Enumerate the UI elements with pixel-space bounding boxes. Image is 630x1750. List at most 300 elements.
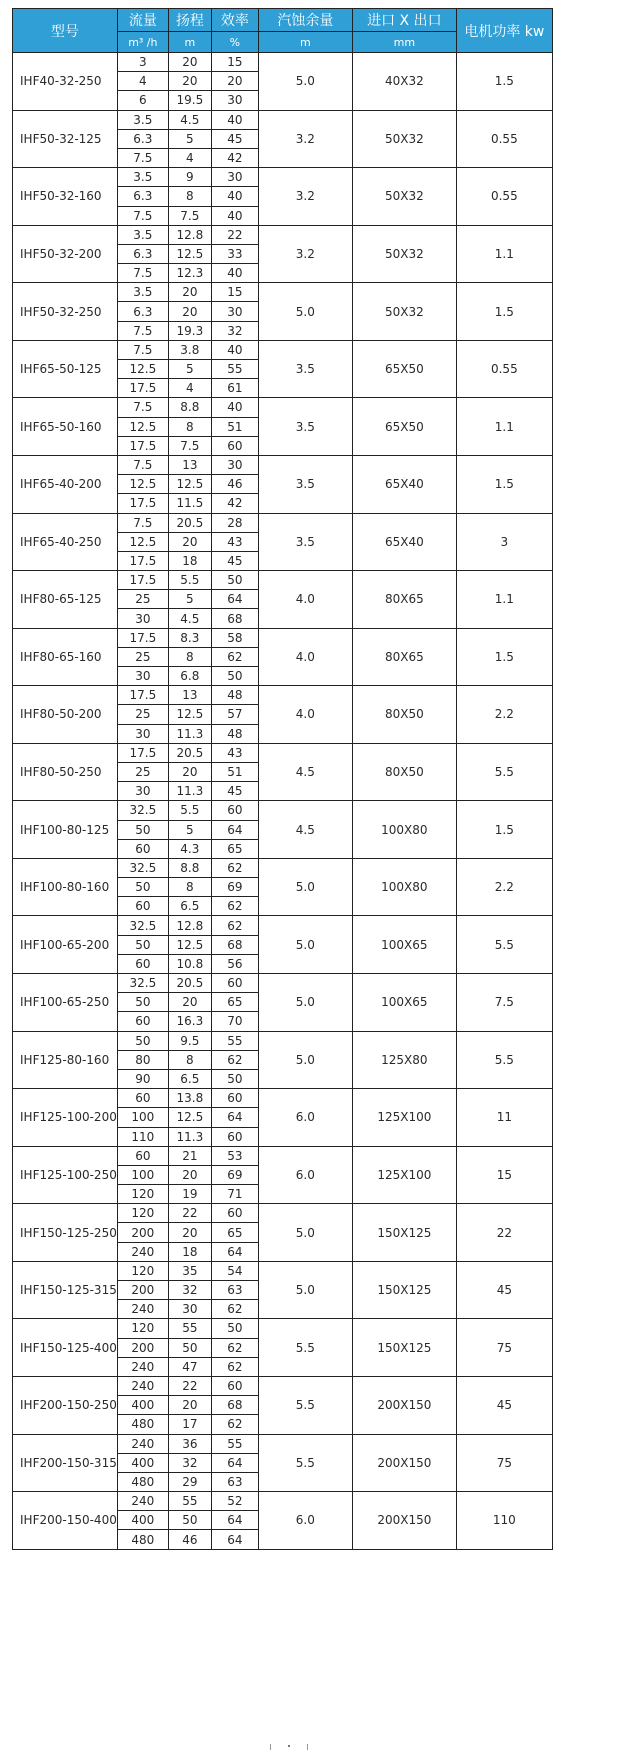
inlet-outlet-cell: 65X50 bbox=[352, 340, 456, 398]
efficiency-cell: 56 bbox=[211, 954, 258, 973]
motor-power-cell: 1.1 bbox=[456, 571, 552, 629]
table-row bbox=[13, 455, 553, 474]
table-row bbox=[13, 1434, 553, 1453]
model-cell: IHF50-32-200 bbox=[13, 225, 118, 283]
head-cell: 4.3 bbox=[168, 839, 211, 858]
efficiency-cell: 40 bbox=[211, 110, 258, 129]
inlet-outlet-cell: 100X80 bbox=[352, 801, 456, 859]
flow-cell: 480 bbox=[117, 1472, 168, 1491]
header-efficiency: 效率 bbox=[211, 9, 258, 32]
flow-cell: 17.5 bbox=[117, 379, 168, 398]
head-cell: 4 bbox=[168, 148, 211, 167]
flow-cell: 7.5 bbox=[117, 264, 168, 283]
efficiency-cell: 65 bbox=[211, 839, 258, 858]
head-cell: 16.3 bbox=[168, 1012, 211, 1031]
head-cell: 46 bbox=[168, 1530, 211, 1549]
head-cell: 55 bbox=[168, 1319, 211, 1338]
efficiency-cell: 48 bbox=[211, 724, 258, 743]
inlet-outlet-cell: 125X100 bbox=[352, 1089, 456, 1147]
flow-cell: 240 bbox=[117, 1376, 168, 1395]
flow-cell: 30 bbox=[117, 667, 168, 686]
npsh-cell: 5.0 bbox=[258, 916, 352, 974]
model-cell: IHF150-125-400 bbox=[13, 1319, 118, 1377]
efficiency-cell: 60 bbox=[211, 1127, 258, 1146]
npsh-cell: 5.0 bbox=[258, 974, 352, 1032]
efficiency-cell: 65 bbox=[211, 1223, 258, 1242]
efficiency-cell: 62 bbox=[211, 858, 258, 877]
flow-cell: 7.5 bbox=[117, 148, 168, 167]
inlet-outlet-cell: 80X65 bbox=[352, 628, 456, 686]
npsh-cell: 6.0 bbox=[258, 1492, 352, 1550]
head-cell: 12.5 bbox=[168, 1108, 211, 1127]
efficiency-cell: 42 bbox=[211, 494, 258, 513]
flow-cell: 7.5 bbox=[117, 398, 168, 417]
head-cell: 29 bbox=[168, 1472, 211, 1491]
flow-cell: 25 bbox=[117, 762, 168, 781]
flow-cell: 240 bbox=[117, 1242, 168, 1261]
head-cell: 55 bbox=[168, 1492, 211, 1511]
efficiency-cell: 64 bbox=[211, 1242, 258, 1261]
table-row bbox=[13, 1204, 553, 1223]
marker-dot bbox=[288, 1745, 290, 1747]
header-inlet-outlet-unit: mm bbox=[352, 32, 456, 53]
head-cell: 19.5 bbox=[168, 91, 211, 110]
efficiency-cell: 62 bbox=[211, 916, 258, 935]
flow-cell: 110 bbox=[117, 1127, 168, 1146]
motor-power-cell: 2.2 bbox=[456, 686, 552, 744]
efficiency-cell: 48 bbox=[211, 686, 258, 705]
head-cell: 3.8 bbox=[168, 340, 211, 359]
npsh-cell: 5.5 bbox=[258, 1319, 352, 1377]
flow-cell: 120 bbox=[117, 1185, 168, 1204]
motor-power-cell: 5.5 bbox=[456, 916, 552, 974]
model-cell: IHF200-150-315 bbox=[13, 1434, 118, 1492]
table-row bbox=[13, 1492, 553, 1511]
efficiency-cell: 62 bbox=[211, 1300, 258, 1319]
flow-cell: 4 bbox=[117, 72, 168, 91]
flow-cell: 60 bbox=[117, 1012, 168, 1031]
flow-cell: 17.5 bbox=[117, 743, 168, 762]
efficiency-cell: 58 bbox=[211, 628, 258, 647]
head-cell: 8.3 bbox=[168, 628, 211, 647]
header-model: 型号 bbox=[13, 9, 118, 53]
table-row bbox=[13, 801, 553, 820]
header-flow-unit: m³ /h bbox=[117, 32, 168, 53]
flow-cell: 240 bbox=[117, 1300, 168, 1319]
table-row bbox=[13, 1261, 553, 1280]
efficiency-cell: 68 bbox=[211, 935, 258, 954]
flow-cell: 3.5 bbox=[117, 283, 168, 302]
head-cell: 32 bbox=[168, 1453, 211, 1472]
efficiency-cell: 30 bbox=[211, 302, 258, 321]
head-cell: 11.5 bbox=[168, 494, 211, 513]
model-cell: IHF100-80-125 bbox=[13, 801, 118, 859]
efficiency-cell: 15 bbox=[211, 283, 258, 302]
inlet-outlet-cell: 200X150 bbox=[352, 1376, 456, 1434]
flow-cell: 200 bbox=[117, 1338, 168, 1357]
head-cell: 21 bbox=[168, 1146, 211, 1165]
head-cell: 13.8 bbox=[168, 1089, 211, 1108]
flow-cell: 480 bbox=[117, 1415, 168, 1434]
head-cell: 17 bbox=[168, 1415, 211, 1434]
flow-cell: 6.3 bbox=[117, 187, 168, 206]
npsh-cell: 3.2 bbox=[258, 168, 352, 226]
efficiency-cell: 64 bbox=[211, 1530, 258, 1549]
table-row bbox=[13, 53, 553, 72]
head-cell: 5 bbox=[168, 360, 211, 379]
head-cell: 5 bbox=[168, 129, 211, 148]
flow-cell: 12.5 bbox=[117, 475, 168, 494]
flow-cell: 400 bbox=[117, 1453, 168, 1472]
head-cell: 30 bbox=[168, 1300, 211, 1319]
head-cell: 8 bbox=[168, 187, 211, 206]
efficiency-cell: 32 bbox=[211, 321, 258, 340]
head-cell: 11.3 bbox=[168, 782, 211, 801]
efficiency-cell: 40 bbox=[211, 340, 258, 359]
efficiency-cell: 55 bbox=[211, 1434, 258, 1453]
flow-cell: 17.5 bbox=[117, 571, 168, 590]
efficiency-cell: 30 bbox=[211, 168, 258, 187]
motor-power-cell: 1.5 bbox=[456, 455, 552, 513]
efficiency-cell: 60 bbox=[211, 1376, 258, 1395]
inlet-outlet-cell: 50X32 bbox=[352, 168, 456, 226]
flow-cell: 17.5 bbox=[117, 686, 168, 705]
head-cell: 22 bbox=[168, 1376, 211, 1395]
efficiency-cell: 62 bbox=[211, 1357, 258, 1376]
efficiency-cell: 60 bbox=[211, 801, 258, 820]
model-cell: IHF100-65-200 bbox=[13, 916, 118, 974]
head-cell: 8.8 bbox=[168, 858, 211, 877]
npsh-cell: 5.0 bbox=[258, 53, 352, 111]
motor-power-cell: 0.55 bbox=[456, 110, 552, 168]
flow-cell: 17.5 bbox=[117, 628, 168, 647]
model-cell: IHF65-50-160 bbox=[13, 398, 118, 456]
model-cell: IHF150-125-250 bbox=[13, 1204, 118, 1262]
inlet-outlet-cell: 200X150 bbox=[352, 1492, 456, 1550]
head-cell: 8 bbox=[168, 878, 211, 897]
motor-power-cell: 1.5 bbox=[456, 801, 552, 859]
flow-cell: 7.5 bbox=[117, 513, 168, 532]
npsh-cell: 3.2 bbox=[258, 225, 352, 283]
efficiency-cell: 64 bbox=[211, 1453, 258, 1472]
inlet-outlet-cell: 65X50 bbox=[352, 398, 456, 456]
npsh-cell: 5.0 bbox=[258, 1031, 352, 1089]
head-cell: 20 bbox=[168, 762, 211, 781]
page-bottom-marker bbox=[270, 1744, 308, 1750]
motor-power-cell: 1.1 bbox=[456, 398, 552, 456]
motor-power-cell: 5.5 bbox=[456, 1031, 552, 1089]
head-cell: 20.5 bbox=[168, 513, 211, 532]
efficiency-cell: 70 bbox=[211, 1012, 258, 1031]
efficiency-cell: 50 bbox=[211, 667, 258, 686]
motor-power-cell: 1.5 bbox=[456, 53, 552, 111]
flow-cell: 30 bbox=[117, 724, 168, 743]
header-efficiency-unit: % bbox=[211, 32, 258, 53]
motor-power-cell: 45 bbox=[456, 1376, 552, 1434]
efficiency-cell: 42 bbox=[211, 148, 258, 167]
efficiency-cell: 60 bbox=[211, 436, 258, 455]
flow-cell: 3.5 bbox=[117, 168, 168, 187]
flow-cell: 32.5 bbox=[117, 858, 168, 877]
table-row bbox=[13, 1089, 553, 1108]
efficiency-cell: 53 bbox=[211, 1146, 258, 1165]
flow-cell: 3.5 bbox=[117, 110, 168, 129]
table-row bbox=[13, 974, 553, 993]
npsh-cell: 5.0 bbox=[258, 1261, 352, 1319]
efficiency-cell: 62 bbox=[211, 1338, 258, 1357]
inlet-outlet-cell: 50X32 bbox=[352, 225, 456, 283]
efficiency-cell: 62 bbox=[211, 1050, 258, 1069]
head-cell: 7.5 bbox=[168, 206, 211, 225]
head-cell: 50 bbox=[168, 1511, 211, 1530]
head-cell: 20 bbox=[168, 993, 211, 1012]
motor-power-cell: 1.5 bbox=[456, 628, 552, 686]
model-cell: IHF65-40-250 bbox=[13, 513, 118, 571]
flow-cell: 50 bbox=[117, 935, 168, 954]
table-row bbox=[13, 686, 553, 705]
inlet-outlet-cell: 150X125 bbox=[352, 1319, 456, 1377]
head-cell: 6.5 bbox=[168, 1069, 211, 1088]
table-row bbox=[13, 225, 553, 244]
model-cell: IHF80-50-250 bbox=[13, 743, 118, 801]
npsh-cell: 4.5 bbox=[258, 801, 352, 859]
efficiency-cell: 50 bbox=[211, 571, 258, 590]
head-cell: 19.3 bbox=[168, 321, 211, 340]
flow-cell: 60 bbox=[117, 1146, 168, 1165]
efficiency-cell: 60 bbox=[211, 1204, 258, 1223]
efficiency-cell: 40 bbox=[211, 206, 258, 225]
flow-cell: 120 bbox=[117, 1261, 168, 1280]
efficiency-cell: 69 bbox=[211, 878, 258, 897]
flow-cell: 90 bbox=[117, 1069, 168, 1088]
inlet-outlet-cell: 80X65 bbox=[352, 571, 456, 629]
header-npsh-unit: m bbox=[258, 32, 352, 53]
efficiency-cell: 64 bbox=[211, 590, 258, 609]
motor-power-cell: 75 bbox=[456, 1434, 552, 1492]
efficiency-cell: 64 bbox=[211, 1511, 258, 1530]
model-cell: IHF125-100-250 bbox=[13, 1146, 118, 1204]
head-cell: 20 bbox=[168, 1396, 211, 1415]
model-cell: IHF65-50-125 bbox=[13, 340, 118, 398]
head-cell: 12.8 bbox=[168, 225, 211, 244]
head-cell: 10.8 bbox=[168, 954, 211, 973]
model-cell: IHF50-32-250 bbox=[13, 283, 118, 341]
head-cell: 12.8 bbox=[168, 916, 211, 935]
head-cell: 5.5 bbox=[168, 571, 211, 590]
efficiency-cell: 40 bbox=[211, 187, 258, 206]
efficiency-cell: 40 bbox=[211, 398, 258, 417]
flow-cell: 32.5 bbox=[117, 974, 168, 993]
efficiency-cell: 61 bbox=[211, 379, 258, 398]
npsh-cell: 5.0 bbox=[258, 858, 352, 916]
inlet-outlet-cell: 200X150 bbox=[352, 1434, 456, 1492]
head-cell: 6.5 bbox=[168, 897, 211, 916]
efficiency-cell: 40 bbox=[211, 264, 258, 283]
efficiency-cell: 46 bbox=[211, 475, 258, 494]
efficiency-cell: 51 bbox=[211, 417, 258, 436]
head-cell: 4.5 bbox=[168, 609, 211, 628]
motor-power-cell: 45 bbox=[456, 1261, 552, 1319]
efficiency-cell: 30 bbox=[211, 91, 258, 110]
flow-cell: 60 bbox=[117, 897, 168, 916]
inlet-outlet-cell: 65X40 bbox=[352, 455, 456, 513]
model-cell: IHF80-50-200 bbox=[13, 686, 118, 744]
head-cell: 47 bbox=[168, 1357, 211, 1376]
efficiency-cell: 50 bbox=[211, 1319, 258, 1338]
efficiency-cell: 45 bbox=[211, 551, 258, 570]
flow-cell: 17.5 bbox=[117, 494, 168, 513]
head-cell: 20 bbox=[168, 302, 211, 321]
inlet-outlet-cell: 100X80 bbox=[352, 858, 456, 916]
table-row bbox=[13, 110, 553, 129]
head-cell: 4 bbox=[168, 379, 211, 398]
pump-spec-table-container bbox=[12, 8, 553, 1550]
flow-cell: 80 bbox=[117, 1050, 168, 1069]
pump-spec-table bbox=[12, 8, 553, 1550]
head-cell: 11.3 bbox=[168, 724, 211, 743]
model-cell: IHF50-32-160 bbox=[13, 168, 118, 226]
efficiency-cell: 62 bbox=[211, 647, 258, 666]
table-row bbox=[13, 398, 553, 417]
flow-cell: 17.5 bbox=[117, 436, 168, 455]
efficiency-cell: 71 bbox=[211, 1185, 258, 1204]
inlet-outlet-cell: 150X125 bbox=[352, 1204, 456, 1262]
motor-power-cell: 15 bbox=[456, 1146, 552, 1204]
model-cell: IHF200-150-400 bbox=[13, 1492, 118, 1550]
flow-cell: 400 bbox=[117, 1511, 168, 1530]
head-cell: 20.5 bbox=[168, 974, 211, 993]
efficiency-cell: 64 bbox=[211, 820, 258, 839]
npsh-cell: 4.0 bbox=[258, 686, 352, 744]
head-cell: 32 bbox=[168, 1281, 211, 1300]
flow-cell: 60 bbox=[117, 839, 168, 858]
model-cell: IHF65-40-200 bbox=[13, 455, 118, 513]
efficiency-cell: 15 bbox=[211, 53, 258, 72]
head-cell: 18 bbox=[168, 1242, 211, 1261]
header-inlet-outlet: 进口 X 出口 bbox=[352, 9, 456, 32]
flow-cell: 50 bbox=[117, 820, 168, 839]
efficiency-cell: 68 bbox=[211, 1396, 258, 1415]
npsh-cell: 5.0 bbox=[258, 283, 352, 341]
inlet-outlet-cell: 50X32 bbox=[352, 283, 456, 341]
head-cell: 8 bbox=[168, 647, 211, 666]
table-row bbox=[13, 571, 553, 590]
head-cell: 20 bbox=[168, 72, 211, 91]
header-head-unit: m bbox=[168, 32, 211, 53]
table-row bbox=[13, 743, 553, 762]
flow-cell: 120 bbox=[117, 1319, 168, 1338]
header-npsh: 汽蚀余量 bbox=[258, 9, 352, 32]
npsh-cell: 4.0 bbox=[258, 628, 352, 686]
efficiency-cell: 22 bbox=[211, 225, 258, 244]
flow-cell: 60 bbox=[117, 1089, 168, 1108]
npsh-cell: 4.0 bbox=[258, 571, 352, 629]
efficiency-cell: 68 bbox=[211, 609, 258, 628]
head-cell: 18 bbox=[168, 551, 211, 570]
efficiency-cell: 62 bbox=[211, 1415, 258, 1434]
efficiency-cell: 52 bbox=[211, 1492, 258, 1511]
head-cell: 12.5 bbox=[168, 244, 211, 263]
table-row bbox=[13, 340, 553, 359]
inlet-outlet-cell: 125X100 bbox=[352, 1146, 456, 1204]
efficiency-cell: 45 bbox=[211, 129, 258, 148]
flow-cell: 7.5 bbox=[117, 206, 168, 225]
head-cell: 20 bbox=[168, 1165, 211, 1184]
efficiency-cell: 60 bbox=[211, 1089, 258, 1108]
motor-power-cell: 3 bbox=[456, 513, 552, 571]
flow-cell: 6.3 bbox=[117, 244, 168, 263]
npsh-cell: 4.5 bbox=[258, 743, 352, 801]
head-cell: 4.5 bbox=[168, 110, 211, 129]
efficiency-cell: 30 bbox=[211, 455, 258, 474]
npsh-cell: 6.0 bbox=[258, 1146, 352, 1204]
head-cell: 36 bbox=[168, 1434, 211, 1453]
head-cell: 50 bbox=[168, 1338, 211, 1357]
npsh-cell: 5.5 bbox=[258, 1434, 352, 1492]
flow-cell: 12.5 bbox=[117, 532, 168, 551]
model-cell: IHF125-80-160 bbox=[13, 1031, 118, 1089]
efficiency-cell: 33 bbox=[211, 244, 258, 263]
head-cell: 5.5 bbox=[168, 801, 211, 820]
table-body bbox=[13, 53, 553, 1550]
inlet-outlet-cell: 50X32 bbox=[352, 110, 456, 168]
head-cell: 12.3 bbox=[168, 264, 211, 283]
flow-cell: 25 bbox=[117, 647, 168, 666]
head-cell: 5 bbox=[168, 820, 211, 839]
npsh-cell: 5.5 bbox=[258, 1376, 352, 1434]
model-cell: IHF100-65-250 bbox=[13, 974, 118, 1032]
head-cell: 12.5 bbox=[168, 705, 211, 724]
model-cell: IHF80-65-125 bbox=[13, 571, 118, 629]
header-flow: 流量 bbox=[117, 9, 168, 32]
flow-cell: 100 bbox=[117, 1108, 168, 1127]
efficiency-cell: 63 bbox=[211, 1281, 258, 1300]
flow-cell: 120 bbox=[117, 1204, 168, 1223]
head-cell: 9 bbox=[168, 168, 211, 187]
efficiency-cell: 55 bbox=[211, 360, 258, 379]
flow-cell: 17.5 bbox=[117, 551, 168, 570]
head-cell: 11.3 bbox=[168, 1127, 211, 1146]
flow-cell: 6 bbox=[117, 91, 168, 110]
flow-cell: 12.5 bbox=[117, 417, 168, 436]
inlet-outlet-cell: 125X80 bbox=[352, 1031, 456, 1089]
motor-power-cell: 110 bbox=[456, 1492, 552, 1550]
flow-cell: 7.5 bbox=[117, 455, 168, 474]
head-cell: 6.8 bbox=[168, 667, 211, 686]
npsh-cell: 3.2 bbox=[258, 110, 352, 168]
efficiency-cell: 20 bbox=[211, 72, 258, 91]
head-cell: 13 bbox=[168, 455, 211, 474]
head-cell: 22 bbox=[168, 1204, 211, 1223]
flow-cell: 400 bbox=[117, 1396, 168, 1415]
npsh-cell: 6.0 bbox=[258, 1089, 352, 1147]
flow-cell: 50 bbox=[117, 993, 168, 1012]
table-row bbox=[13, 513, 553, 532]
npsh-cell: 3.5 bbox=[258, 513, 352, 571]
motor-power-cell: 1.5 bbox=[456, 283, 552, 341]
npsh-cell: 3.5 bbox=[258, 398, 352, 456]
inlet-outlet-cell: 80X50 bbox=[352, 743, 456, 801]
table-row bbox=[13, 1376, 553, 1395]
flow-cell: 6.3 bbox=[117, 129, 168, 148]
table-row bbox=[13, 858, 553, 877]
inlet-outlet-cell: 100X65 bbox=[352, 974, 456, 1032]
table-row bbox=[13, 1146, 553, 1165]
npsh-cell: 5.0 bbox=[258, 1204, 352, 1262]
head-cell: 20 bbox=[168, 532, 211, 551]
flow-cell: 25 bbox=[117, 705, 168, 724]
motor-power-cell: 11 bbox=[456, 1089, 552, 1147]
